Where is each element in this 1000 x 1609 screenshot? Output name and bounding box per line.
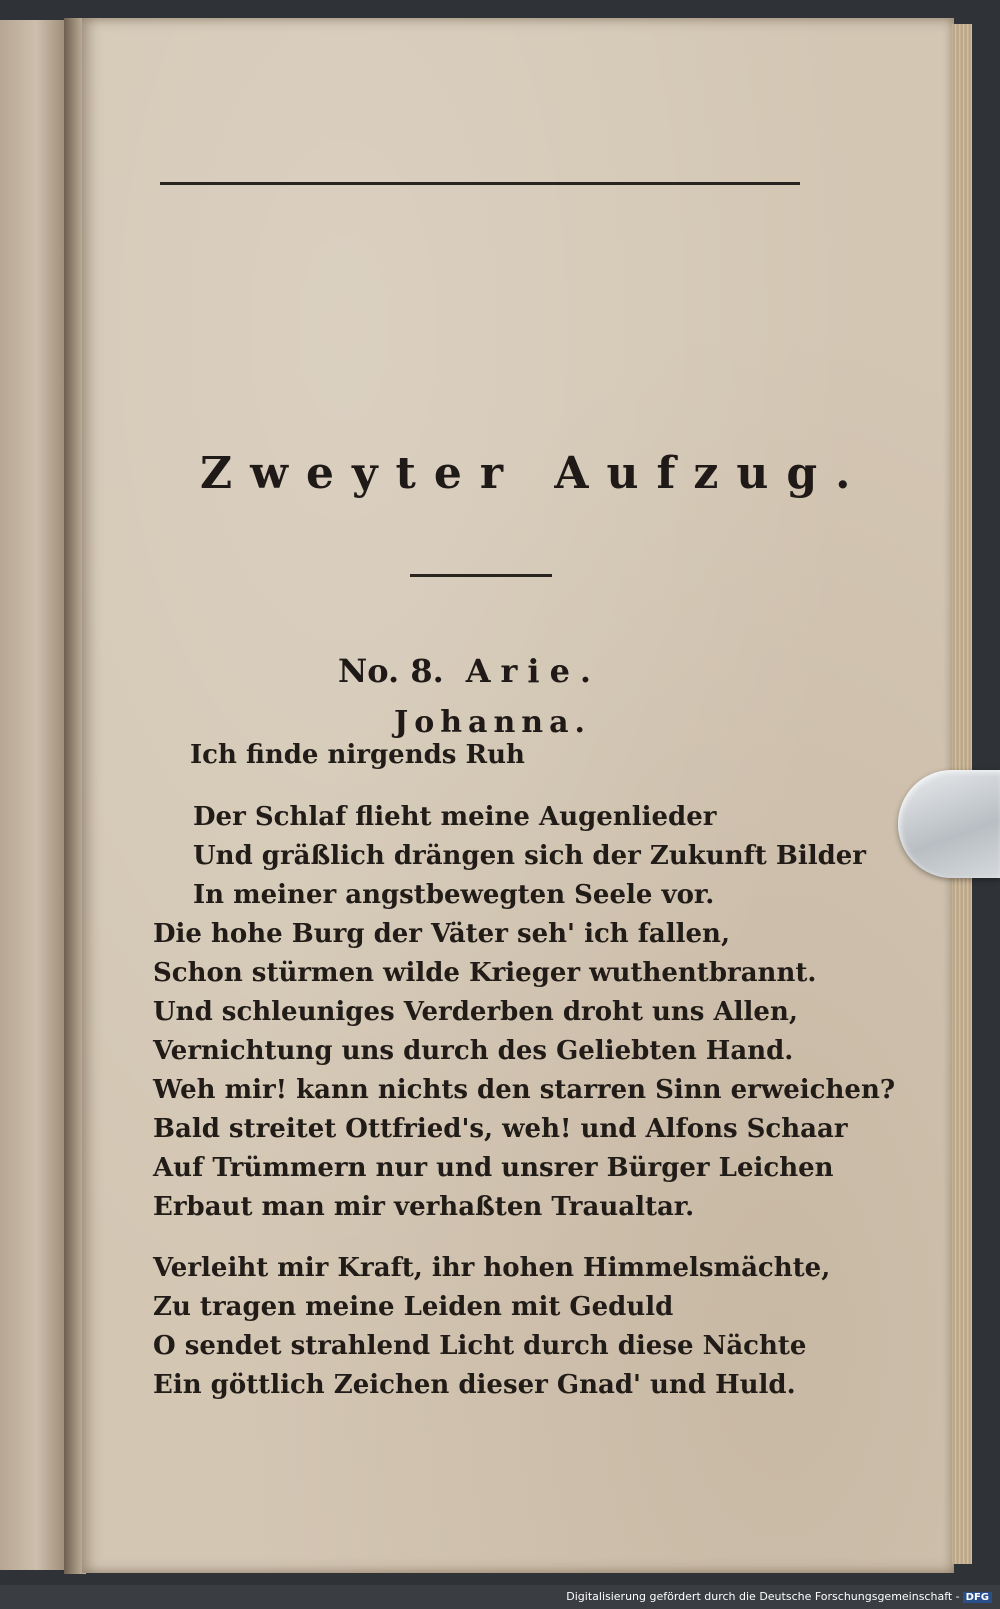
act-title: Zweyter Aufzug. <box>200 448 869 499</box>
verse-line: Und gräßlich drängen sich der Zukunft Bilder <box>193 841 867 871</box>
top-rule <box>160 182 800 185</box>
footer-text: Digitalisierung gefördert durch die Deutsche Forschungsgemeinschaft - <box>566 1590 960 1603</box>
verse-line: Erbaut man mir verhaßten Traualtar. <box>153 1192 695 1222</box>
verse-line: Und schleuniges Verderben droht uns Allen, <box>153 997 798 1027</box>
verse-line: Schon stürmen wilde Krieger wuthentbrannt. <box>153 958 817 988</box>
verse-line: Vernichtung uns durch des Geliebten Hand. <box>153 1036 794 1066</box>
funding-footer <box>566 1590 992 1603</box>
verse-line: Auf Trümmern nur und unsrer Bürger Leichen <box>153 1153 834 1183</box>
verse-line: Zu tragen meine Leiden mit Geduld <box>153 1292 674 1322</box>
verse-line: Die hohe Burg der Väter seh' ich fallen, <box>153 919 731 949</box>
verse-line: O sendet strahlend Licht durch diese Nächte <box>153 1331 807 1361</box>
number-label: No. 8. <box>338 652 444 690</box>
divider-rule <box>410 574 552 577</box>
verse-line: Ich finde nirgends Ruh <box>190 740 525 770</box>
verse-line: Weh mir! kann nichts den starren Sinn erweichen? <box>153 1075 896 1105</box>
facing-page-edge <box>0 20 66 1570</box>
verse-line: Bald streitet Ottfried's, weh! und Alfons Schaar <box>153 1114 848 1144</box>
number-type: Arie. <box>465 652 602 690</box>
verse-line: Verleiht mir Kraft, ihr hohen Himmelsmächte, <box>153 1253 831 1283</box>
character-name: Johanna. <box>394 705 591 740</box>
verse-line: Ein göttlich Zeichen dieser Gnad' und Huld. <box>153 1370 796 1400</box>
verse-line: Der Schlaf flieht meine Augenlieder <box>193 802 717 832</box>
dfg-logo: DFG <box>963 1592 992 1603</box>
verse-line: In meiner angstbewegten Seele vor. <box>193 880 715 910</box>
number-heading <box>338 652 601 690</box>
